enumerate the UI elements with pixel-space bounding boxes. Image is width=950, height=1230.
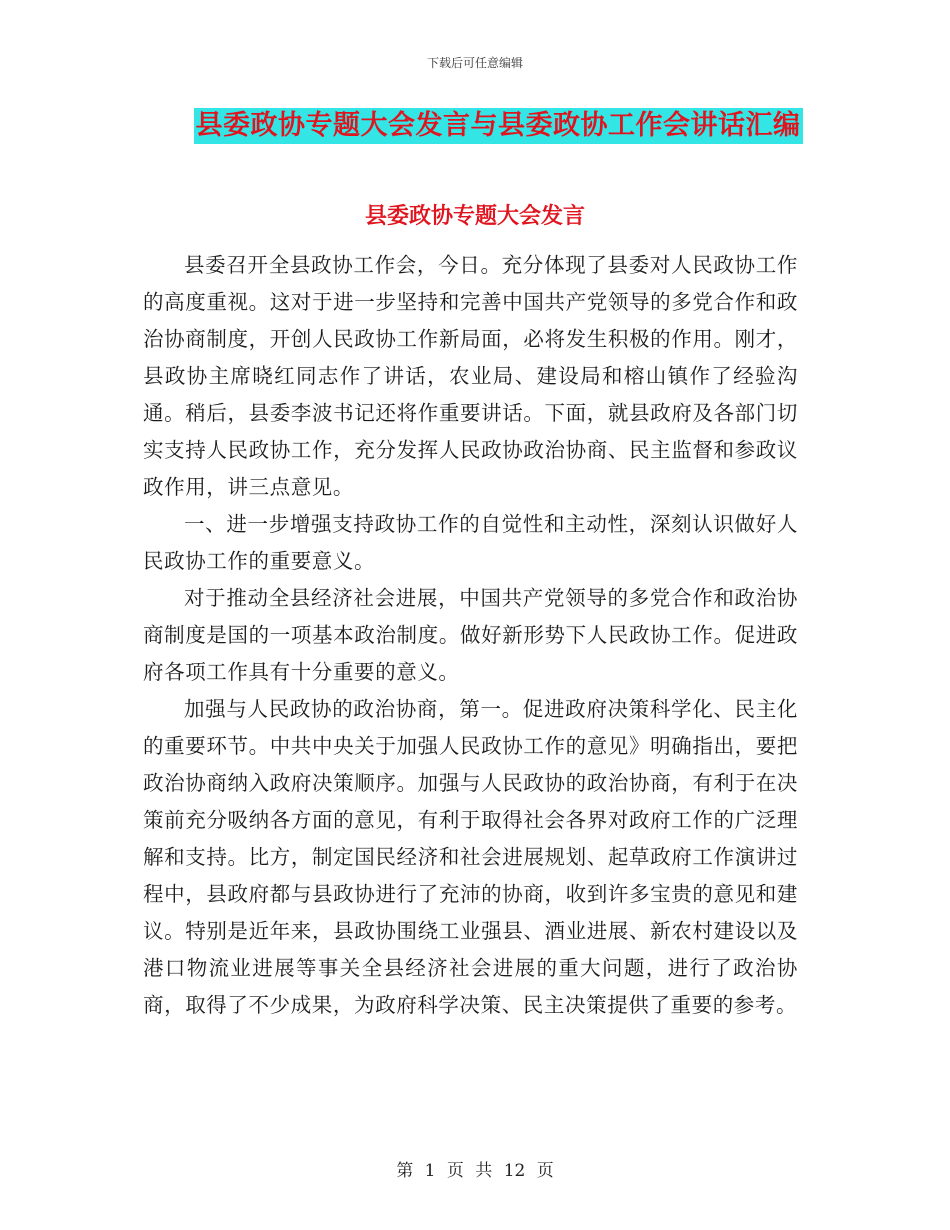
document-body	[143, 247, 798, 1024]
section-title: 县委政协专题大会发言	[364, 203, 585, 229]
paragraph: 县委召开全县政协工作会，今日。充分体现了县委对人民政协工作的高度重视。这对于进一步坚持和完善中国共产党领导的多党合作和政治协商制度，开创人民政协工作新局面，必将发生积极的作用。刚才，县政协主席晓红同志作了讲话，农业局、建设局和榕山镇作了经验沟通。稍后，县委李波书记还将作重要讲话。下面，就县政府及各部门切实支持人民政协工作，充分发挥人民政协政治协商、民主监督和参政议政作用，讲三点意见。	[143, 253, 798, 499]
page-number: 第 1 页 共 12 页	[396, 1161, 554, 1181]
document-title: 县委政协专题大会发言与县委政协工作会讲话汇编	[194, 108, 803, 144]
header-note: 下载后可任意编辑	[426, 56, 523, 70]
paragraph: 对于推动全县经济社会进展，中国共产党领导的多党合作和政治协商制度是国的一项基本政治制度。做好新形势下人民政协工作。促进政府各项工作具有十分重要的意义。	[143, 586, 798, 684]
paragraph: 加强与人民政协的政治协商，第一。促进政府决策科学化、民主化的重要环节。中共中央关于加强人民政协工作的意见》明确指出，要把政治协商纳入政府决策顺序。加强与人民政协的政治协商，有利于在决策前充分吸纳各方面的意见，有利于取得社会各界对政府工作的广泛理解和支持。比方，制定国民经济和社会进展规划、起草政府工作演讲过程中，县政府都与县政协进行了充沛的协商，收到许多宝贵的意见和建议。特别是近年来，县政协围绕工业强县、酒业进展、新农村建设以及港口物流业进展等事关全县经济社会进展的重大问题，进行了政治协商，取得了不少成果，为政府科学决策、民主决策提供了重要的参考。	[143, 697, 798, 1017]
document-title-container	[0, 108, 950, 144]
paragraph: 一、进一步增强支持政协工作的自觉性和主动性，深刻认识做好人民政协工作的重要意义。	[143, 512, 798, 573]
